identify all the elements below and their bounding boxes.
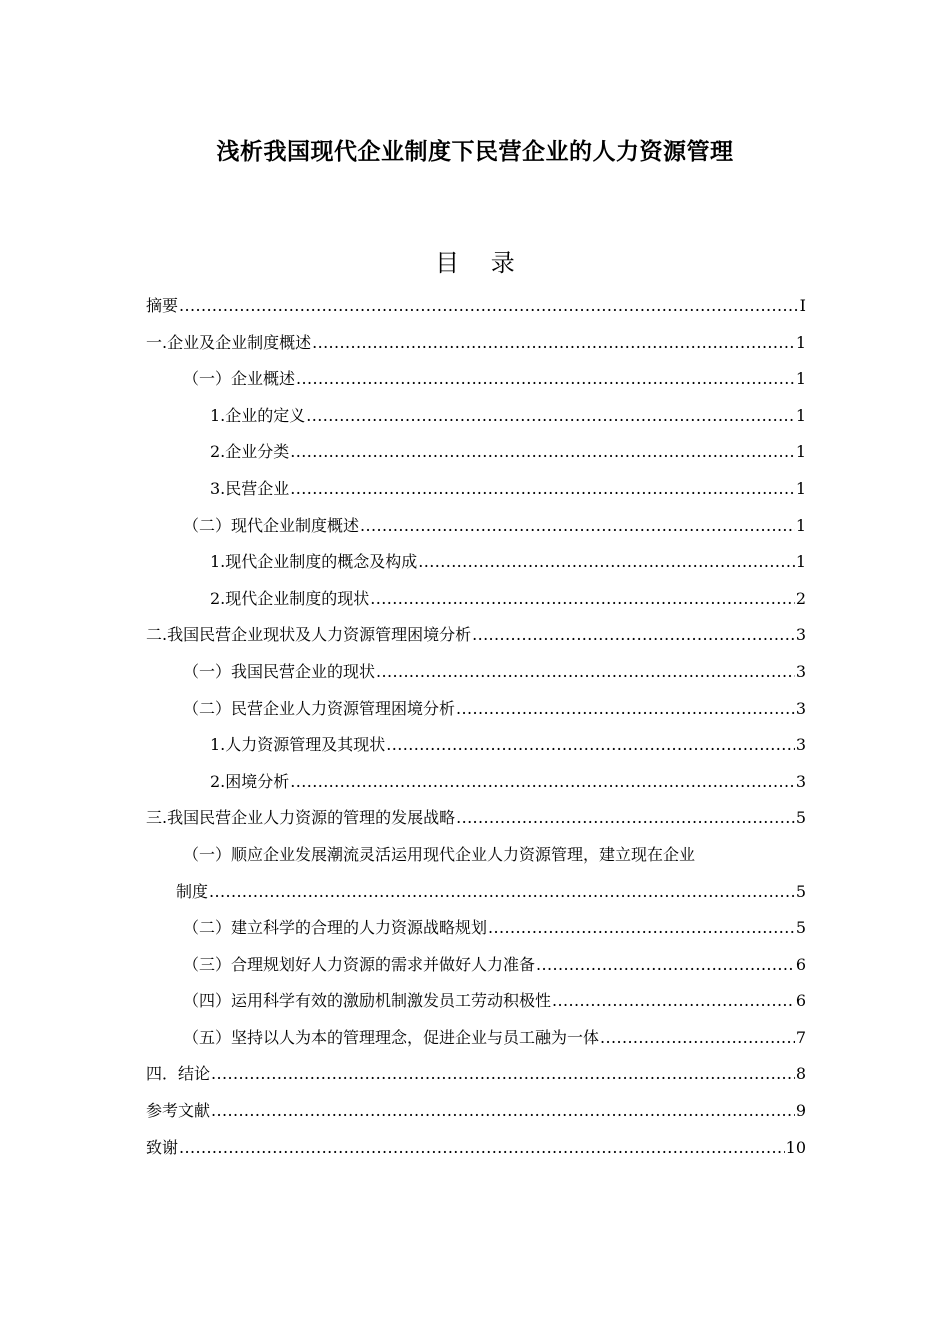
toc-entry-label: 制度 (176, 881, 209, 901)
toc-entry-page: 3 (795, 661, 806, 681)
toc-entry-label: 四．结论 (146, 1064, 211, 1084)
table-of-contents (146, 288, 806, 1166)
toc-heading: 目 录 (435, 249, 515, 277)
toc-entry-label: （二）民营企业人力资源管理困境分析 (183, 698, 456, 718)
dot-leader (296, 361, 795, 398)
toc-entry[interactable] (146, 581, 806, 618)
dot-leader (209, 874, 795, 911)
toc-entry-page: 1 (795, 332, 806, 352)
toc-entry-label: 致谢 (146, 1137, 179, 1157)
toc-entry-page: 6 (795, 954, 806, 974)
toc-entry[interactable] (146, 508, 806, 545)
toc-entry-page: 1 (795, 369, 806, 389)
toc-entry-label: 摘要 (146, 296, 179, 315)
toc-entry-page: 3 (795, 698, 806, 718)
toc-entry[interactable] (146, 910, 806, 947)
toc-entry[interactable] (146, 727, 806, 764)
toc-entry-page: 3 (795, 735, 806, 755)
toc-entry-label: （一）我国民营企业的现状 (183, 661, 376, 681)
dot-leader (552, 983, 795, 1020)
dot-leader (456, 691, 795, 728)
toc-entry[interactable] (146, 1093, 806, 1130)
dot-leader (370, 581, 795, 618)
toc-entry-label: 二.我国民营企业现状及人力资源管理困境分析 (146, 625, 472, 645)
dot-leader (290, 434, 795, 471)
toc-entry[interactable] (146, 1020, 806, 1057)
toc-entry-label: 1.现代企业制度的概念及构成 (210, 552, 418, 572)
toc-entry-page: I (799, 296, 806, 315)
toc-entry-label: 1.企业的定义 (210, 405, 306, 425)
toc-entry-page: 3 (795, 625, 806, 645)
dot-leader (312, 325, 795, 362)
toc-entry-label: （二）现代企业制度概述 (183, 515, 360, 535)
toc-entry-page: 6 (795, 991, 806, 1011)
toc-entry-label: （五）坚持以人为本的管理理念，促进企业与员工融为一体 (183, 1027, 600, 1047)
toc-entry[interactable] (146, 361, 806, 398)
toc-entry-label: （四）运用科学有效的激励机制激发员工劳动积极性 (183, 991, 552, 1011)
toc-entry[interactable] (146, 434, 806, 471)
toc-entry-page: 5 (795, 881, 806, 901)
dot-leader (536, 947, 795, 984)
dot-leader (290, 764, 795, 801)
toc-entry-page: 10 (785, 1137, 806, 1157)
toc-entry-label-line1: （一）顺应企业发展潮流灵活运用现代企业人力资源管理，建立现在企业 (183, 844, 696, 864)
dot-leader (386, 727, 795, 764)
dot-leader (376, 654, 795, 691)
toc-entry-page: 7 (795, 1027, 806, 1047)
toc-entry[interactable] (146, 837, 806, 910)
toc-entry-page: 2 (795, 588, 806, 608)
toc-entry-label: 2.企业分类 (210, 442, 290, 462)
dot-leader (418, 544, 795, 581)
dot-leader (211, 1093, 795, 1130)
toc-entry-page: 1 (795, 405, 806, 425)
toc-entry-label: （二）建立科学的合理的人力资源战略规划 (183, 918, 488, 938)
dot-leader (360, 508, 795, 545)
toc-entry[interactable] (146, 764, 806, 801)
toc-entry[interactable] (146, 691, 806, 728)
toc-entry-label: 参考文献 (146, 1101, 211, 1121)
toc-entry-page: 1 (795, 552, 806, 572)
document-title: 浅析我国现代企业制度下民营企业的人力资源管理 (216, 139, 734, 165)
toc-entry[interactable] (146, 800, 806, 837)
toc-entry-page: 8 (795, 1064, 806, 1084)
toc-entry-label: 3.民营企业 (210, 478, 290, 498)
dot-leader (211, 1056, 795, 1093)
toc-entry-page: 5 (795, 808, 806, 828)
toc-entry[interactable] (146, 617, 806, 654)
toc-entry[interactable] (146, 1056, 806, 1093)
toc-entry[interactable] (146, 654, 806, 691)
toc-entry-page: 3 (795, 771, 806, 791)
toc-entry[interactable] (146, 471, 806, 508)
toc-entry-page: 5 (795, 918, 806, 938)
toc-entry[interactable] (146, 325, 806, 362)
toc-entry-label: 2.现代企业制度的现状 (210, 588, 370, 608)
toc-entry-label: 三.我国民营企业人力资源的管理的发展战略 (146, 808, 456, 828)
toc-entry[interactable] (146, 947, 806, 984)
toc-entry[interactable] (146, 1130, 806, 1167)
dot-leader (306, 398, 795, 435)
toc-entry-label: 2.困境分析 (210, 771, 290, 791)
toc-entry-label: （三）合理规划好人力资源的需求并做好人力准备 (183, 954, 536, 974)
toc-entry[interactable] (146, 398, 806, 435)
toc-entry[interactable] (146, 288, 806, 325)
dot-leader (179, 1130, 785, 1167)
toc-entry-page: 9 (795, 1101, 806, 1121)
dot-leader (179, 288, 799, 325)
toc-entry[interactable] (146, 983, 806, 1020)
toc-entry[interactable] (146, 544, 806, 581)
dot-leader (456, 800, 795, 837)
toc-entry-label: 一.企业及企业制度概述 (146, 332, 312, 352)
dot-leader (290, 471, 795, 508)
toc-entry-page: 1 (795, 515, 806, 535)
dot-leader (488, 910, 795, 947)
toc-entry-page: 1 (795, 442, 806, 462)
toc-entry-label: 1.人力资源管理及其现状 (210, 735, 386, 755)
dot-leader (600, 1020, 795, 1057)
dot-leader (472, 617, 795, 654)
toc-entry-label: （一）企业概述 (183, 369, 296, 389)
toc-entry-page: 1 (795, 478, 806, 498)
